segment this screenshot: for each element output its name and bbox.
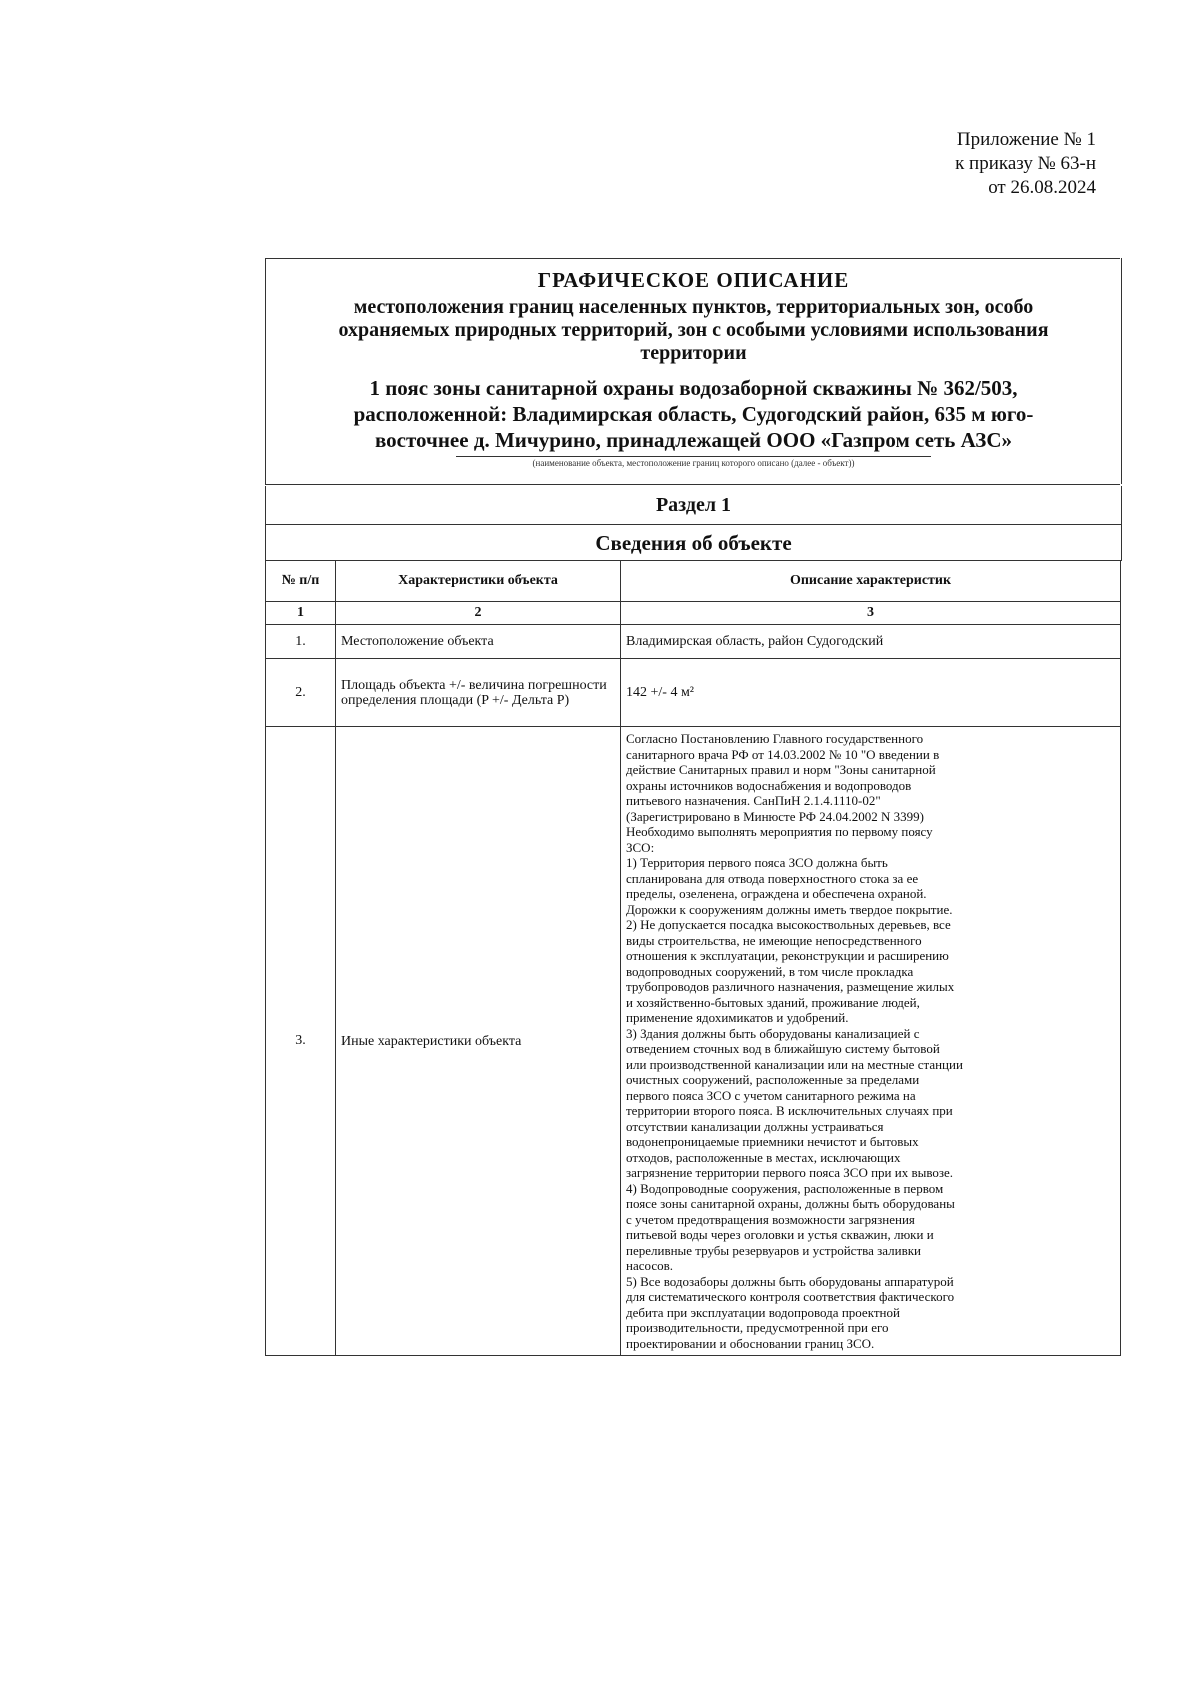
order-reference: к приказу № 63-н	[955, 153, 1096, 174]
object-name-line: восточнее д. Мичурино, принадлежащей ООО «Газпром сеть АЗС»	[374, 428, 1013, 452]
description-line: 1) Территория первого пояса ЗСО должна быть	[626, 855, 888, 870]
description-line: отсутствии канализации должны устраиваться	[626, 1118, 884, 1134]
subtitle-line: территории	[640, 342, 747, 364]
description-line: дебита при эксплуатации водопровода проектной	[626, 1304, 900, 1320]
row-number: 3.	[266, 727, 336, 1356]
description-line: питьевого назначения. СанПиН 2.1.4.1110-02"	[626, 793, 881, 808]
description-line: санитарного врача РФ от 14.03.2002 № 10 "О введении в	[626, 746, 940, 762]
description-line: 3) Здания должны быть оборудованы канализацией с	[626, 1025, 920, 1041]
description-line: для систематического контроля соответствия фактического	[626, 1289, 955, 1304]
document-title: ГРАФИЧЕСКОЕ ОПИСАНИЕ	[537, 268, 850, 292]
description-line: 5) Все водозаборы должны быть оборудованы аппаратурой	[626, 1273, 954, 1289]
description-line: охраны источников водоснабжения и водопроводов	[626, 777, 912, 793]
order-date: от 26.08.2024	[988, 177, 1096, 198]
description-line: или производственной канализации или на местные станции	[626, 1056, 963, 1072]
description-line: Необходимо выполнять мероприятия по первому поясу	[626, 824, 933, 839]
table-row	[266, 659, 1121, 727]
description-line: (Зарегистрировано в Минюсте РФ 24.04.2002 N 3399)	[626, 808, 924, 824]
description-line: 4) Водопроводные сооружения, расположенные в первом	[626, 1180, 944, 1196]
table-row	[266, 625, 1121, 659]
description-line: очистных сооружений, расположенные за пределами	[626, 1072, 920, 1087]
description-line: отношения к эксплуатации, реконструкции и расширению	[626, 948, 949, 963]
description-line: применение ядохимикатов и удобрений.	[626, 1010, 849, 1025]
description-line: поясе зоны санитарной охраны, должны быть оборудованы	[626, 1196, 955, 1211]
appendix-reference	[900, 128, 1096, 200]
column-index: 2	[336, 602, 621, 625]
object-caption: (наименование объекта, местоположение границ которого описано (далее - объект))	[532, 458, 855, 468]
description-line: виды строительства, не имеющие непосредственного	[626, 932, 922, 948]
object-name-line: расположенной: Владимирская область, Судогодский район, 635 м юго-	[353, 402, 1034, 426]
description-line: ЗСО:	[626, 839, 655, 855]
column-index: 1	[266, 602, 336, 625]
table-header-row	[266, 561, 1121, 602]
description-line: питьевой воды через оголовки и устья скважин, люки и	[626, 1227, 934, 1242]
table-row	[266, 727, 1121, 1356]
description-line: Согласно Постановлению Главного государственного	[626, 731, 924, 746]
description-line: отходов, расположенные в местах, исключающих	[626, 1149, 901, 1165]
description-line: водопроводных сооружений, в том числе прокладка	[626, 963, 914, 979]
description-line: и хозяйственно-бытовых зданий, проживание людей,	[626, 994, 920, 1010]
document-frame	[265, 258, 1120, 1511]
row-number: 2.	[266, 659, 336, 727]
row-description: 142 +/- 4 м²	[621, 659, 1121, 727]
description-line: проектировании и обосновании границ ЗСО.	[626, 1335, 875, 1351]
row-characteristic: Площадь объекта +/- величина погрешности определения площади (P +/- Дельта P)	[336, 659, 621, 727]
description-line: насосов.	[626, 1258, 673, 1273]
appendix-number: Приложение № 1	[956, 129, 1096, 150]
description-line: пределы, озеленена, ограждена и обеспечена охраной.	[626, 886, 927, 901]
description-line: производительности, предусмотренной при его	[626, 1320, 889, 1335]
table-title: Сведения об объекте	[265, 524, 1122, 561]
row-characteristic: Иные характеристики объекта	[336, 727, 621, 1356]
description-line: 2) Не допускается посадка высокоствольных деревьев, все	[626, 917, 951, 932]
description-lines	[626, 731, 1115, 1351]
section-heading: Раздел 1	[265, 486, 1122, 524]
description-line: загрязнение территории первого пояса ЗСО при их вывозе.	[626, 1165, 954, 1180]
description-line: водонепроницаемые приемники нечистот и бытовых	[626, 1134, 919, 1149]
object-name-line: 1 пояс зоны санитарной охраны водозаборной скважины № 362/503,	[369, 376, 1018, 400]
column-header-description: Описание характеристик	[621, 561, 1121, 602]
description-line: переливные трубы резервуаров и устройства заливки	[626, 1242, 921, 1258]
subtitle-line: местоположения границ населенных пунктов, территориальных зон, особо	[353, 296, 1034, 318]
row-description: Владимирская область, район Судогодский	[621, 625, 1121, 659]
description-line: отведением сточных вод в ближайшую систему бытовой	[626, 1041, 940, 1056]
table-index-row	[266, 602, 1121, 625]
object-info-table	[265, 560, 1121, 1356]
column-index: 3	[621, 602, 1121, 625]
column-header-number: № п/п	[266, 561, 336, 602]
description-line: территории второго пояса. В исключительных случаях при	[626, 1103, 953, 1118]
description-line: с учетом предотвращения возможности загрязнения	[626, 1211, 915, 1227]
caption-underline	[456, 456, 931, 457]
description-line: первого пояса ЗСО с учетом санитарного режима на	[626, 1087, 916, 1103]
subtitle-line: охраняемых природных территорий, зон с особыми условиями использования	[338, 319, 1049, 341]
row-characteristic: Местоположение объекта	[336, 625, 621, 659]
description-line: спланирована для отвода поверхностного стока за ее	[626, 870, 919, 886]
column-header-characteristic: Характеристики объекта	[336, 561, 621, 602]
row-number: 1.	[266, 625, 336, 659]
header-block	[265, 258, 1122, 484]
description-line: Дорожки к сооружениям должны иметь твердое покрытие.	[626, 901, 953, 917]
header-bottom-rule	[265, 484, 1120, 485]
description-line: действие Санитарных правил и норм "Зоны санитарной	[626, 762, 936, 777]
description-line: трубопроводов различного назначения, размещение жилых	[626, 979, 955, 994]
row-description	[621, 727, 1121, 1356]
